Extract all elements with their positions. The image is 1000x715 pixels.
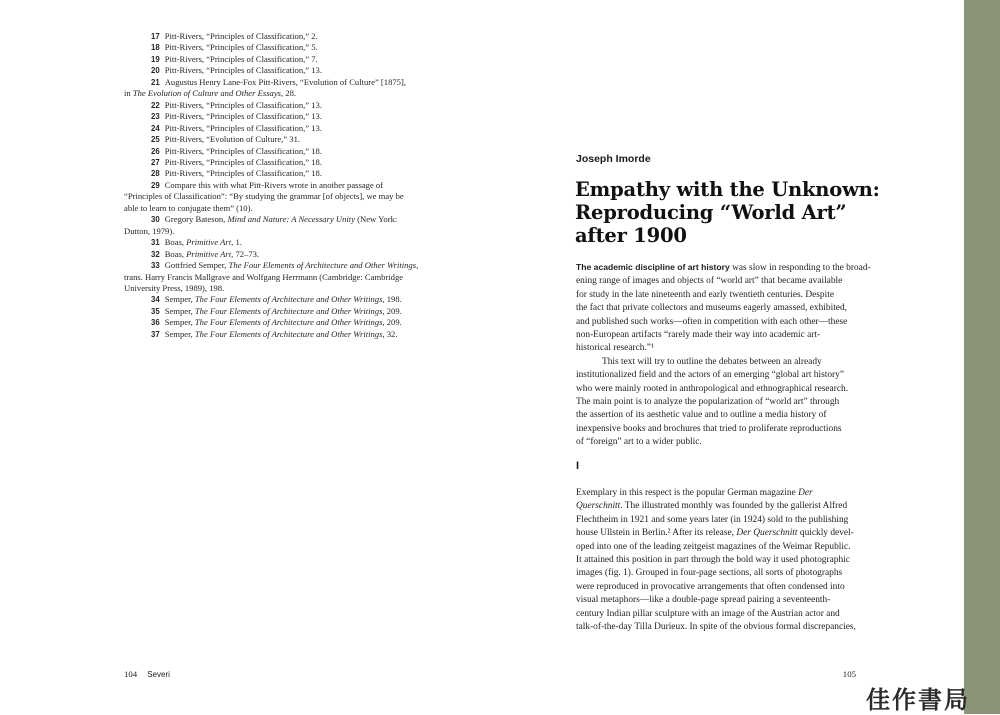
endnote-28 (124, 168, 424, 179)
endnote-24 (124, 123, 424, 134)
italic-run: Querschnitt (576, 501, 621, 512)
endnote-18 (124, 42, 424, 53)
endnote-30 (124, 214, 424, 237)
endnote-29 (124, 180, 424, 214)
text-line: oped into one of the leading zeitgeist magazines of the Weimar Republic. (576, 541, 851, 552)
note-text: Pitt-Rivers, “Principles of Classification,” 13. (164, 99, 322, 110)
endnote-36 (124, 317, 424, 328)
note-italic-title: Mind and Nature: A Necessary Unity (227, 214, 356, 225)
note-number: 21 (151, 77, 160, 87)
note-text: Compare this with what Pitt-Rivers wrote in another passage of (164, 179, 384, 190)
note-number: 32 (151, 249, 160, 259)
text-line: This text will try to outline the debates between an already (602, 356, 822, 367)
note-text: able to learn to conjugate them” (10). (124, 202, 253, 213)
endnote-21 (124, 77, 424, 100)
left-page (0, 0, 480, 714)
text-line: and published such works—often in competition with each other—these (576, 316, 848, 327)
endnote-25 (124, 134, 424, 145)
text-line (576, 527, 886, 540)
note-text: Pitt-Rivers, “Principles of Classification,” 13. (164, 65, 322, 76)
note-italic-title: Primitive Art (186, 248, 232, 259)
note-number: 28 (151, 169, 160, 179)
running-head: Severi (147, 670, 170, 679)
text-line: talk-of-the-day Tilla Durieux. In spite of the obvious formal discrepancies, (576, 622, 856, 633)
note-number: 27 (151, 157, 160, 167)
body-text-section-1 (576, 487, 886, 634)
endnote-35 (124, 306, 424, 317)
note-text: , 32. (382, 328, 398, 339)
text-line: for study in the late nineteenth and early twentieth centuries. Despite (576, 289, 834, 300)
note-number: 17 (151, 32, 160, 41)
note-text: trans. Harry Francis Mallgrave and Wolfgang Herrmann (Cambridge: Cambridge (124, 271, 404, 282)
note-text: Pitt-Rivers, “Principles of Classification,” 2. (164, 31, 318, 41)
note-italic-title: Primitive Art (186, 237, 232, 248)
text-line: Flechtheim in 1921 and some years later (in 1924) sold to the publishing (576, 514, 849, 525)
text-line: the assertion of its aesthetic value and to outline a media history of (576, 410, 827, 421)
note-text: , 1. (231, 237, 242, 248)
text-line: the fact that private collectors and museums eagerly amassed, exhibited, (576, 303, 847, 314)
note-text: Gregory Bateson, (164, 214, 228, 225)
endnote-19 (124, 54, 424, 65)
note-number: 18 (151, 43, 160, 53)
note-text: , 198. (382, 294, 402, 305)
note-number: 24 (151, 123, 160, 133)
note-text: Gottfried Semper, (164, 260, 229, 271)
note-text: Pitt-Rivers, “Principles of Classification,” 18. (164, 145, 322, 156)
text-run: quickly devel- (797, 528, 854, 539)
note-number: 35 (151, 306, 160, 316)
note-text: Dutton, 1979). (124, 225, 175, 236)
text-run: was slow in responding to the broad- (729, 263, 871, 273)
note-italic-title: The Four Elements of Architecture and Other Writings (228, 260, 417, 271)
text-line: ening range of images and objects of “world art” that became available (576, 276, 843, 287)
endnote-23 (124, 111, 424, 122)
note-text: Boas, (164, 248, 187, 259)
title-line: Reproducing “World Art” (575, 201, 847, 224)
note-number: 20 (151, 66, 160, 76)
text-run: . The illustrated monthly was founded by the gallerist Alfred (620, 501, 848, 512)
author-name: Joseph Imorde (576, 153, 651, 165)
note-number: 31 (151, 238, 160, 248)
note-text: Pitt-Rivers, “Principles of Classification,” 13. (164, 111, 322, 122)
note-number: 22 (151, 100, 160, 110)
title-line: Empathy with the Unknown: (575, 178, 880, 201)
note-text: , 28. (281, 88, 297, 99)
text-run: house Ullstein in Berlin.² After its release, (576, 528, 737, 539)
text-line (576, 487, 886, 500)
note-number: 19 (151, 54, 160, 64)
text-line: It attained this position in part through the bold way it used photographic (576, 555, 850, 566)
note-text: Pitt-Rivers, “Evolution of Culture,” 31. (164, 134, 301, 145)
text-line: who were mainly rooted in anthropological and ethnographical research. (576, 383, 849, 394)
lead-in: The academic discipline of art history (576, 262, 730, 272)
note-text: University Press, 1989), 198. (124, 282, 225, 293)
text-line: non-European artifacts “rarely made their way into academic art- (576, 330, 821, 341)
note-text: (New York: (355, 214, 398, 225)
note-number: 34 (151, 295, 160, 305)
note-text: , 209. (382, 317, 402, 328)
note-text: Pitt-Rivers, “Principles of Classification,” 13. (164, 122, 322, 133)
right-page (480, 0, 964, 714)
note-text: , 209. (382, 305, 402, 316)
endnote-26 (124, 146, 424, 157)
italic-run: Der Querschnitt (736, 528, 798, 539)
right-folio: 105 (842, 669, 856, 679)
endnote-31 (124, 237, 424, 248)
note-number: 23 (151, 112, 160, 122)
endnotes (124, 31, 424, 340)
text-run: Exemplary in this respect is the popular German magazine (576, 488, 799, 498)
note-italic-title: The Four Elements of Architecture and Other Writings (194, 317, 383, 328)
note-text: Pitt-Rivers, “Principles of Classification,” 5. (164, 42, 318, 53)
note-text: in (124, 88, 133, 99)
note-text: Boas, (164, 237, 187, 248)
note-text: , (416, 260, 419, 271)
endnote-32 (124, 249, 424, 260)
note-italic-title: The Four Elements of Architecture and Other Writings (194, 305, 383, 316)
note-text: Pitt-Rivers, “Principles of Classification,” 18. (164, 156, 322, 167)
chapter-title (575, 178, 905, 247)
text-line: The main point is to analyze the popularization of “world art” through (576, 397, 840, 408)
note-number: 29 (151, 180, 160, 190)
section-heading: I (576, 460, 580, 472)
note-italic-title: The Four Elements of Architecture and Other Writings (194, 294, 383, 305)
note-text: “Principles of Classification”: “By studying the grammar [of objects], we may be (124, 191, 404, 202)
text-line: were reproduced in provocative arrangements that often condensed into (576, 581, 845, 592)
page-number: 104 (124, 669, 138, 679)
text-line: institutionalized field and the actors of an emerging “global art history” (576, 370, 844, 381)
text-line: visual metaphors—like a double-page spread pairing a seventeenth- (576, 595, 831, 606)
watermark-text: 佳作書局 (866, 686, 970, 714)
note-text: Pitt-Rivers, “Principles of Classification,” 7. (164, 53, 318, 64)
body-text (576, 261, 876, 450)
sidebar-color-band (964, 0, 1000, 714)
endnote-27 (124, 157, 424, 168)
text-line: century Indian pillar sculpture with an image of the Austrian actor and (576, 608, 840, 619)
left-folio (124, 669, 170, 679)
endnote-22 (124, 100, 424, 111)
note-text: Semper, (164, 317, 195, 328)
note-number: 25 (151, 135, 160, 145)
text-line: of “foreign” art to a wider public. (576, 437, 702, 448)
note-italic-title: The Four Elements of Architecture and Other Writings (194, 328, 383, 339)
text-line (576, 500, 886, 513)
endnote-33 (124, 260, 424, 294)
note-text: Pitt-Rivers, “Principles of Classification,” 18. (164, 168, 322, 179)
text-line (576, 261, 876, 275)
text-line: historical research.”¹ (576, 343, 654, 354)
endnote-34 (124, 294, 424, 305)
endnote-37 (124, 329, 424, 340)
note-number: 26 (151, 146, 160, 156)
note-text: , 72–73. (231, 248, 260, 259)
note-text: Semper, (164, 294, 195, 305)
endnote-17 (124, 31, 424, 42)
note-number: 37 (151, 329, 160, 339)
note-number: 33 (151, 261, 160, 271)
note-italic-title: The Evolution of Culture and Other Essays (132, 88, 281, 99)
note-text: Semper, (164, 328, 195, 339)
title-line: after 1900 (575, 224, 687, 247)
text-line: inexpensive books and brochures that tried to proliferate reproductions (576, 423, 842, 434)
text-line: images (fig. 1). Grouped in four-page sections, all sorts of photographs (576, 568, 843, 579)
note-text: Augustus Henry Lane-Fox Pitt-Rivers, “Evolution of Culture” [1875], (164, 76, 406, 87)
note-number: 36 (151, 318, 160, 328)
note-text: Semper, (164, 305, 195, 316)
endnote-20 (124, 65, 424, 76)
note-number: 30 (151, 215, 160, 225)
italic-run: Der (798, 488, 813, 498)
